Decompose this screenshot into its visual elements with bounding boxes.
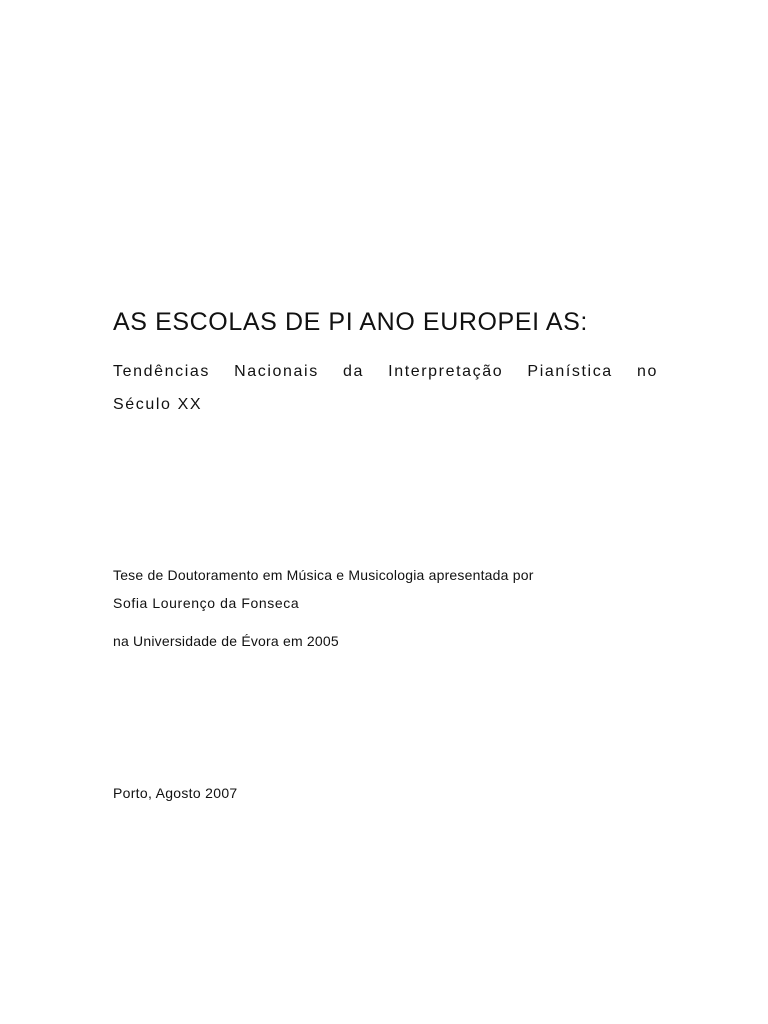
thesis-description: Tese de Doutoramento em Música e Musicologia apresentada por [113,567,534,583]
place-date: Porto, Agosto 2007 [113,785,238,801]
document-subtitle [113,355,658,421]
subtitle-line-2: Século XX [113,396,203,413]
institution-line: na Universidade de Évora em 2005 [113,633,339,649]
author-name: Sofia Lourenço da Fonseca [113,595,300,611]
subtitle-line-1: Tendências Nacionais da Interpretação Pianística no [113,363,658,380]
document-title: AS ESCOLAS DE PI ANO EUROPEI AS: [113,308,588,336]
